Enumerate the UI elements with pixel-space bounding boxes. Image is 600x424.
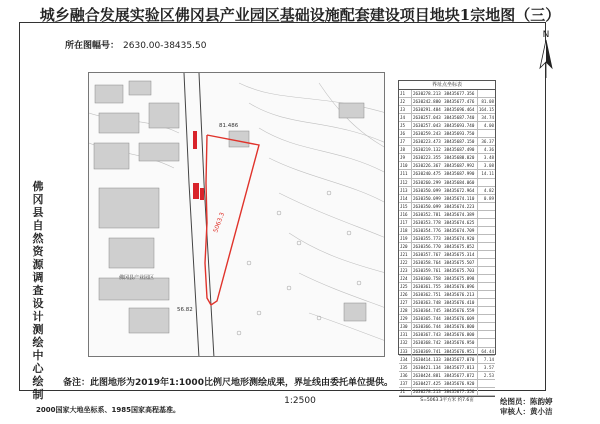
table-cell-id: J3	[399, 106, 412, 114]
table-cell-len: 36.37	[477, 138, 495, 146]
table-cell-id: J2	[399, 98, 412, 106]
coordinate-table-body	[399, 90, 495, 396]
table-cell-x: 2630414.133	[412, 355, 444, 363]
table-cell-y: 38435674.920	[443, 234, 477, 242]
road	[184, 73, 214, 357]
table-cell-len	[477, 234, 495, 242]
table-cell-y: 38435674.709	[443, 226, 477, 234]
table-cell-y: 38435693.740	[443, 122, 477, 130]
road-label: 佛冈县产业园区	[119, 275, 155, 281]
table-cell-id: J1	[399, 387, 412, 395]
table-cell-x: 2630354.776	[412, 226, 444, 234]
table-cell-x: 2630260.299	[412, 178, 444, 186]
table-cell-id: J20	[399, 242, 412, 250]
table-cell-len	[477, 210, 495, 218]
table-row	[399, 323, 495, 331]
table-cell-x: 2630278.213	[412, 90, 444, 98]
table-cell-id: J7	[399, 138, 412, 146]
table-cell-id: J18	[399, 226, 412, 234]
table-cell-id: J5	[399, 122, 412, 130]
table-cell-y: 38435676.410	[443, 299, 477, 307]
table-row	[399, 267, 495, 275]
table-cell-y: 38435677.070	[443, 355, 477, 363]
table-cell-len: 7.14	[477, 355, 495, 363]
table-cell-y: 38435676.950	[443, 339, 477, 347]
table-cell-len	[477, 387, 495, 395]
table-row	[399, 387, 495, 395]
table-cell-len	[477, 218, 495, 226]
table-cell-len	[477, 379, 495, 387]
table-cell-len	[477, 283, 495, 291]
table-cell-x: 2630369.741	[412, 347, 444, 355]
table-cell-y: 38435677.813	[443, 363, 477, 371]
coordinate-table	[398, 80, 496, 403]
table-cell-len	[477, 291, 495, 299]
table-row	[399, 234, 495, 242]
table-cell-y: 38435675.314	[443, 250, 477, 258]
table-cell-len	[477, 130, 495, 138]
table-cell-id: J23	[399, 267, 412, 275]
table-cell-y: 38435677.356	[443, 90, 477, 98]
table-cell-y: 38435687.740	[443, 114, 477, 122]
table-cell-id: J6	[399, 130, 412, 138]
table-row	[399, 339, 495, 347]
table-cell-len: 3.57	[477, 363, 495, 371]
table-row	[399, 202, 495, 210]
table-cell-x: 2630367.743	[412, 331, 444, 339]
table-cell-x: 2630366.744	[412, 323, 444, 331]
table-cell-id: J25	[399, 283, 412, 291]
table-cell-x: 2630223.473	[412, 138, 444, 146]
svg-text:N: N	[542, 30, 550, 40]
table-row	[399, 98, 495, 106]
table-cell-id: J31	[399, 331, 412, 339]
table-row	[399, 122, 495, 130]
table-cell-len	[477, 331, 495, 339]
table-cell-len	[477, 90, 495, 98]
table-cell-id: J30	[399, 323, 412, 331]
table-cell-id: J21	[399, 250, 412, 258]
table-row	[399, 90, 495, 98]
table-row	[399, 242, 495, 250]
table-row	[399, 186, 495, 194]
table-cell-len	[477, 226, 495, 234]
table-row	[399, 130, 495, 138]
table-cell-id: J9	[399, 154, 412, 162]
coordinate-table-header: 界址点坐标表	[399, 81, 495, 90]
table-cell-y: 38435676.096	[443, 283, 477, 291]
table-row	[399, 170, 495, 178]
table-cell-y: 38435674.625	[443, 218, 477, 226]
table-cell-x: 2630365.744	[412, 315, 444, 323]
table-row	[399, 226, 495, 234]
table-cell-id: J11	[399, 170, 412, 178]
buildings	[94, 81, 366, 333]
table-cell-id: J37	[399, 379, 412, 387]
table-cell-x: 2630360.758	[412, 275, 444, 283]
table-cell-len	[477, 275, 495, 283]
table-cell-len	[477, 339, 495, 347]
signature-name: 黄小洁	[530, 407, 553, 416]
table-cell-id: J32	[399, 339, 412, 347]
table-row	[399, 331, 495, 339]
table-cell-id: J27	[399, 299, 412, 307]
table-cell-x: 2630240.475	[412, 170, 444, 178]
elevation-a-label: 81.486	[219, 123, 239, 129]
table-cell-len	[477, 299, 495, 307]
table-cell-y: 38435687.150	[443, 138, 477, 146]
table-cell-id: J22	[399, 258, 412, 266]
table-cell-y: 38435677.356	[443, 387, 477, 395]
table-row	[399, 210, 495, 218]
table-cell-id: J17	[399, 218, 412, 226]
table-cell-x: 2630257.043	[412, 114, 444, 122]
table-cell-y: 38435676.800	[443, 323, 477, 331]
table-cell-x: 2630223.355	[412, 154, 444, 162]
parcel-map[interactable]	[88, 72, 385, 357]
map-title: 城乡融合发展实验区佛冈县产业园区基础设施配套建设项目地块1宗地图（三）	[39, 6, 561, 24]
table-cell-x: 2630353.778	[412, 218, 444, 226]
table-cell-y: 38435675.052	[443, 242, 477, 250]
table-cell-len	[477, 307, 495, 315]
table-cell-id: J35	[399, 363, 412, 371]
table-cell-x: 2630219.132	[412, 146, 444, 154]
table-cell-y: 38435687.990	[443, 170, 477, 178]
table-cell-y: 38435696.464	[443, 106, 477, 114]
map-sheet-value: 2630.00-38435.50	[123, 41, 207, 51]
table-cell-id: J29	[399, 315, 412, 323]
table-cell-y: 38435693.750	[443, 130, 477, 138]
table-cell-y: 38435684.060	[443, 178, 477, 186]
table-cell-len: 34.74	[477, 114, 495, 122]
table-cell-id: J16	[399, 210, 412, 218]
table-cell-y: 38435676.213	[443, 291, 477, 299]
table-cell-x: 2630427.425	[412, 379, 444, 387]
table-cell-id: J12	[399, 178, 412, 186]
table-cell-len	[477, 315, 495, 323]
scale-label: 1:2500	[284, 396, 316, 406]
table-cell-len: 0.89	[477, 194, 495, 202]
table-row	[399, 275, 495, 283]
table-cell-len: 164.15	[478, 107, 494, 113]
table-cell-x: 2630357.767	[412, 250, 444, 258]
table-cell-x: 2630350.099	[412, 186, 444, 194]
table-cell-len: 64.44	[477, 347, 495, 355]
table-cell-y: 38435672.964	[443, 186, 477, 194]
parcel-area-label: 5063.3	[212, 211, 227, 234]
table-row	[399, 283, 495, 291]
table-row	[399, 258, 495, 266]
table-cell-id: J15	[399, 202, 412, 210]
table-cell-id: J36	[399, 371, 412, 379]
table-cell-y: 38435676.559	[443, 307, 477, 315]
table-cell-x: 2630355.773	[412, 234, 444, 242]
signature-role: 绘图员：	[500, 397, 530, 406]
table-cell-y: 38435674.223	[443, 202, 477, 210]
elevation-b-label: 56.82	[177, 307, 193, 313]
table-cell-id: J24	[399, 275, 412, 283]
table-cell-id: J19	[399, 234, 412, 242]
table-cell-len: 14.11	[477, 170, 495, 178]
table-row	[399, 138, 495, 146]
table-row	[399, 146, 495, 154]
table-cell-y: 38435677.872	[443, 371, 477, 379]
table-cell-x: 2630226.367	[412, 162, 444, 170]
table-cell-x: 2630278.213	[412, 387, 444, 395]
table-cell-id: J1	[399, 90, 412, 98]
table-cell-x: 2630421.134	[412, 363, 444, 371]
table-cell-y: 38435676.951	[443, 347, 477, 355]
table-row	[399, 347, 495, 355]
table-cell-x: 2630352.781	[412, 210, 444, 218]
table-cell-y: 38435677.476	[443, 98, 477, 106]
signature-role: 审核人：	[500, 407, 530, 416]
table-cell-x: 2630358.764	[412, 258, 444, 266]
table-cell-y: 38435675.898	[443, 275, 477, 283]
table-row	[399, 154, 495, 162]
table-cell-x: 2630424.881	[412, 371, 444, 379]
vegetation	[237, 191, 361, 335]
table-cell-id: J26	[399, 291, 412, 299]
table-row	[399, 363, 495, 371]
table-row	[399, 307, 495, 315]
north-arrow-icon	[536, 28, 556, 80]
table-cell-y: 38435688.820	[443, 154, 477, 162]
table-row	[399, 379, 495, 387]
table-cell-id: J13	[399, 186, 412, 194]
table-row	[399, 114, 495, 122]
table-row	[399, 299, 495, 307]
table-cell-id: J28	[399, 307, 412, 315]
table-cell-x: 2630350.099	[412, 194, 444, 202]
table-row	[399, 178, 495, 186]
table-row	[399, 194, 495, 202]
side-label: 佛 冈 县 自 然 资 源 调 查 设 计 测 绘 中 心 绘 制	[32, 180, 44, 401]
table-cell-x: 2630363.748	[412, 299, 444, 307]
table-row	[399, 218, 495, 226]
table-cell-len: 4.00	[477, 122, 495, 130]
table-cell-len	[477, 258, 495, 266]
table-row	[399, 250, 495, 258]
map-sheet-label: 所在图幅号：	[65, 41, 120, 51]
table-cell-y: 38435676.609	[443, 315, 477, 323]
table-row	[399, 291, 495, 299]
datum-label: 2000国家大地坐标系、1985国家高程基准。	[36, 406, 180, 414]
table-cell-len	[477, 250, 495, 258]
table-cell-len	[477, 202, 495, 210]
table-cell-y: 38435675.507	[443, 258, 477, 266]
table-cell-x: 2630361.755	[412, 283, 444, 291]
table-cell-id: J33	[399, 347, 412, 355]
table-cell-len	[477, 178, 495, 186]
table-cell-id: J14	[399, 194, 412, 202]
table-row	[399, 106, 495, 114]
table-cell-x: 2630291.484	[412, 106, 444, 114]
table-cell-y: 38435674.110	[443, 194, 477, 202]
table-cell-id: J8	[399, 146, 412, 154]
parcel-boundary	[205, 135, 259, 305]
note: 备注：此图地形为2019年1:1000比例尺地形测绘成果，界址线由委托单位提供。	[63, 378, 393, 388]
signature-reviewer	[500, 406, 553, 417]
table-cell-x: 2630362.751	[412, 291, 444, 299]
map-drawing	[89, 73, 385, 357]
table-cell-len: 3.08	[477, 162, 495, 170]
table-cell-len: 4.82	[477, 186, 495, 194]
table-cell-y: 38435676.920	[443, 379, 477, 387]
table-cell-len: 81.08	[477, 98, 495, 106]
table-cell-id: J34	[399, 355, 412, 363]
table-row	[399, 371, 495, 379]
table-cell-len	[477, 323, 495, 331]
table-cell-y: 38435674.389	[443, 210, 477, 218]
table-cell-y: 38435687.490	[443, 146, 477, 154]
table-cell-x: 2630368.742	[412, 339, 444, 347]
table-cell-x: 2630359.761	[412, 267, 444, 275]
table-cell-len: 2.53	[477, 371, 495, 379]
table-cell-id: J4	[399, 114, 412, 122]
table-cell-y: 38435676.800	[443, 331, 477, 339]
table-row	[399, 315, 495, 323]
table-cell-x: 2630356.770	[412, 242, 444, 250]
table-row	[399, 162, 495, 170]
table-cell-len	[477, 242, 495, 250]
signature-name: 陈韵婷	[530, 397, 553, 406]
coordinate-table-footer: S=5063.3平方米 约7.6亩	[399, 396, 495, 404]
table-row	[399, 355, 495, 363]
table-cell-y: 38435675.703	[443, 267, 477, 275]
table-cell-x: 2630350.099	[412, 202, 444, 210]
table-cell-y: 38435687.992	[443, 162, 477, 170]
table-cell-x: 2630364.745	[412, 307, 444, 315]
table-cell-len	[477, 267, 495, 275]
table-cell-len: 4.36	[477, 146, 495, 154]
table-cell-len: 3.48	[477, 154, 495, 162]
table-cell-x: 2630259.243	[412, 130, 444, 138]
table-cell-id: J10	[399, 162, 412, 170]
table-cell-x: 2630242.880	[412, 98, 444, 106]
map-sheet-number	[65, 38, 206, 51]
table-cell-x: 2630257.043	[412, 122, 444, 130]
